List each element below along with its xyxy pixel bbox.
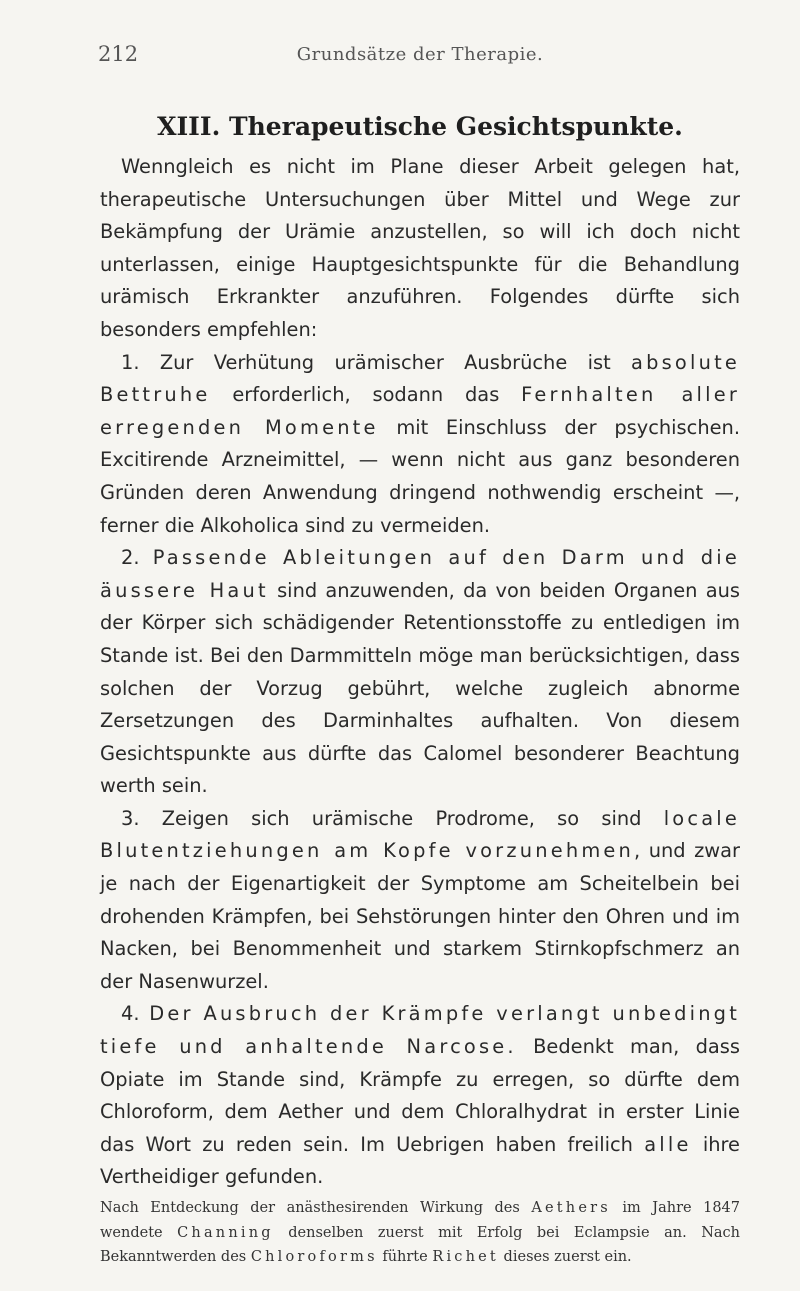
item-2 xyxy=(100,542,740,803)
item-number: 2. xyxy=(121,546,140,570)
emphasis: Chloroforms xyxy=(250,1249,378,1265)
item-text: , und zwar je nach der Eigenartigkeit der Symptome am Scheitelbein bei drohenden Krämpfen, bei Sehstörungen hinter den Ohren und im Nacken, bei Benommenheit und starkem Stirnkopfschmerz an der Nasenwurzel. xyxy=(100,839,740,993)
emphasis: absolute Bettruhe xyxy=(100,350,740,407)
footnote-part: dieses zuerst ein. xyxy=(498,1249,632,1265)
intro-paragraph: Wenngleich es nicht im Plane dieser Arbeit gelegen hat, therapeutische Untersuchungen über Mittel und Wege zur Bekämpfung der Urämie anzustellen, so will ich doch nicht unterlassen, einige Hauptgesichtspunkte für die Behandlung urämisch Erkrankter anzuführen. Folgendes dürfte sich besonders empfehlen: xyxy=(100,155,740,341)
emphasis: Richet xyxy=(432,1249,499,1265)
footnote-part: im Jahre 1847 wendete xyxy=(100,1200,740,1241)
emphasis: alle xyxy=(644,1132,692,1156)
item-number: 3. xyxy=(121,806,140,830)
item-text: sind anzuwenden, da von beiden Organen aus der Körper sich schädigender Retentionsstoffe zu entledigen im Stande ist. Bei den Darmmitteln möge man berücksichtigen, dass solchen der Vorzug gebührt, welche zugleich abnorme Zersetzungen des Darminhaltes aufhalten. Von diesem Gesichtspunkte aus dürfte das Calomel besonderer Beachtung werth sein. xyxy=(100,578,740,798)
item-number: 4. xyxy=(121,1002,140,1026)
item-text: mit Einschluss der psychischen. Excitirende Arzneimittel, — wenn nicht aus ganz besonderen Gründen deren Anwendung dringend nothwendig erscheint —, ferner die Alkoholica sind zu vermeiden. xyxy=(100,415,740,537)
emphasis: locale Blutentziehungen am Kopfe vorzunehmen xyxy=(100,806,740,863)
footnote-part: führte xyxy=(377,1249,433,1265)
body-text xyxy=(100,151,740,1194)
item-3 xyxy=(100,803,740,999)
item-text: ihre Vertheidiger gefunden. xyxy=(100,1132,740,1189)
item-text: Bedenkt man, dass Opiate im Stande sind, Krämpfe zu erregen, so dürfte dem Chloroform, dem Aether und dem Chloralhydrat in erster Linie das Wort zu reden sein. Im Uebrigen haben freilich xyxy=(100,1035,740,1156)
item-text: erforderlich, sodann das xyxy=(210,383,522,407)
section-title: XIII. Therapeutische Gesichtspunkte. xyxy=(157,112,683,141)
footnote xyxy=(100,1196,740,1270)
item-number: 1. xyxy=(121,350,140,374)
footnote-part: denselben zuerst mit Erfolg bei Eclampsie an. Nach Bekanntwerden des xyxy=(100,1224,740,1265)
running-head xyxy=(100,42,740,72)
emphasis: Fernhalten aller erregenden Momente xyxy=(100,383,740,439)
item-1 xyxy=(100,347,740,543)
emphasis: Aethers xyxy=(531,1200,611,1216)
running-head-title: Grundsätze der Therapie. xyxy=(296,44,544,65)
item-text: Zeigen sich urämische Prodrome, so sind xyxy=(139,806,664,830)
item-4 xyxy=(100,998,740,1194)
footnote-part: Nach Entdeckung der anästhesirenden Wirkung des xyxy=(100,1200,532,1216)
footnote-text xyxy=(100,1196,740,1270)
page-number: 212 xyxy=(98,42,139,66)
emphasis: Channing xyxy=(177,1224,274,1241)
emphasis: Der Ausbruch der Krämpfe verlangt unbedingt tiefe und anhaltende Narcose. xyxy=(100,1002,740,1059)
item-text: Zur Verhütung urämischer Ausbrüche ist xyxy=(139,350,632,374)
emphasis: Passende Ableitungen auf den Darm und die äussere Haut xyxy=(100,546,740,602)
